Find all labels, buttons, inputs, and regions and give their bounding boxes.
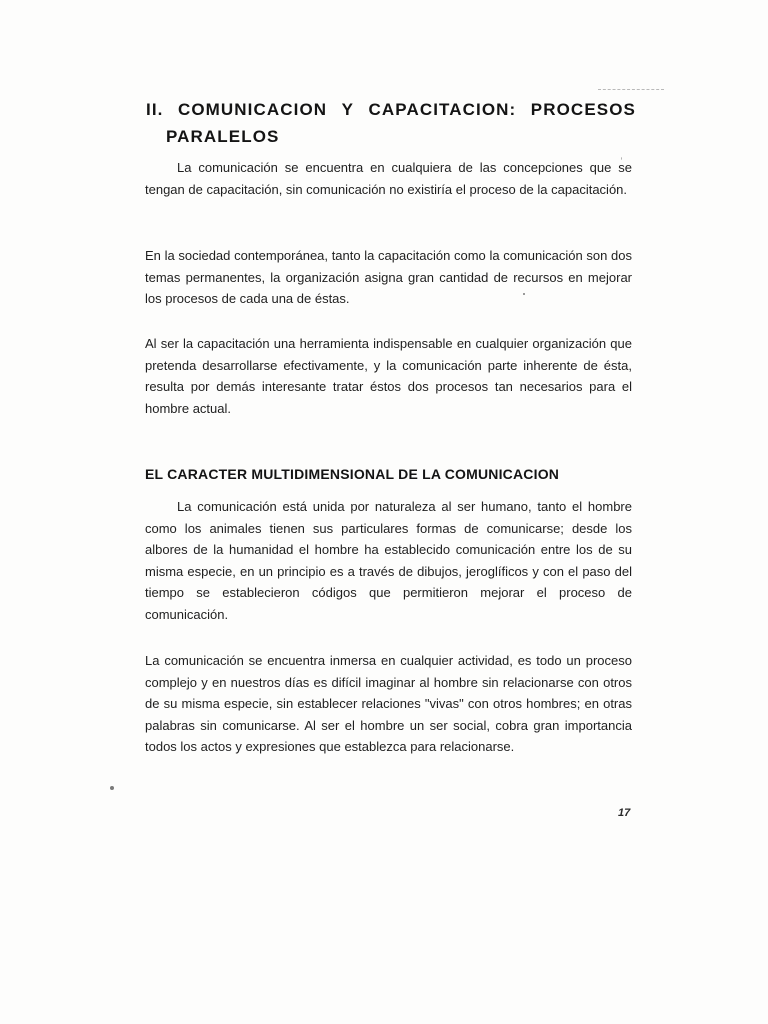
chapter-title-word: CAPACITACION: <box>368 100 517 119</box>
scan-artifact-speck <box>110 786 114 790</box>
chapter-title-word: COMUNICACION <box>177 100 328 119</box>
page-number: 17 <box>618 807 631 819</box>
section-paragraph: La comunicación se encuentra inmersa en cualquier actividad, es todo un proceso complejo y en nuestros días es difícil imaginar al hombre sin relacionarse con otros de su misma especie, sin establecer relaciones "vivas" con otros hombres; en otras palabras sin comunicarse. Al ser el hombre un ser social, cobra gran importancia todos los actos y expresiones que establezca para relacionarse. <box>145 653 632 754</box>
chapter-title-line-1 <box>146 96 636 123</box>
intro-paragraph: La comunicación se encuentra en cualquiera de las concepciones que se tengan de capacitación, sin comunicación no existiría el proceso de la capacitación. <box>145 160 632 197</box>
section-paragraph: La comunicación está unida por naturaleza al ser humano, tanto el hombre como los animales tienen sus particulares formas de comunicarse; desde los albores de la humanidad el hombre ha establecido comunicación entre los de su misma especie, en un principio es a través de dibujos, jeroglíficos y con el paso del tiempo se establecieron códigos que permitieron mejorar el proceso de comunicación. <box>145 499 632 622</box>
scan-artifact-line <box>598 89 664 90</box>
chapter-title-line-2: PARALELOS <box>166 127 280 146</box>
chapter-title <box>146 96 636 150</box>
chapter-title-word: Y <box>341 100 355 119</box>
section-heading: EL CARACTER MULTIDIMENSIONAL DE LA COMUNICACION <box>145 466 560 482</box>
chapter-numeral: II. <box>146 100 164 119</box>
intro-paragraph: En la sociedad contemporánea, tanto la capacitación como la comunicación son dos temas permanentes, la organización asigna gran cantidad de recursos en mejorar los procesos de cada una de éstas. <box>145 248 632 306</box>
chapter-title-word: PROCESOS <box>530 100 636 119</box>
intro-paragraph: Al ser la capacitación una herramienta indispensable en cualquier organización que pretenda desarrollarse efectivamente, y la comunicación parte inherente de ésta, resulta por demás interesante tratar éstos dos procesos tan necesarios para el hombre actual. <box>145 336 632 416</box>
